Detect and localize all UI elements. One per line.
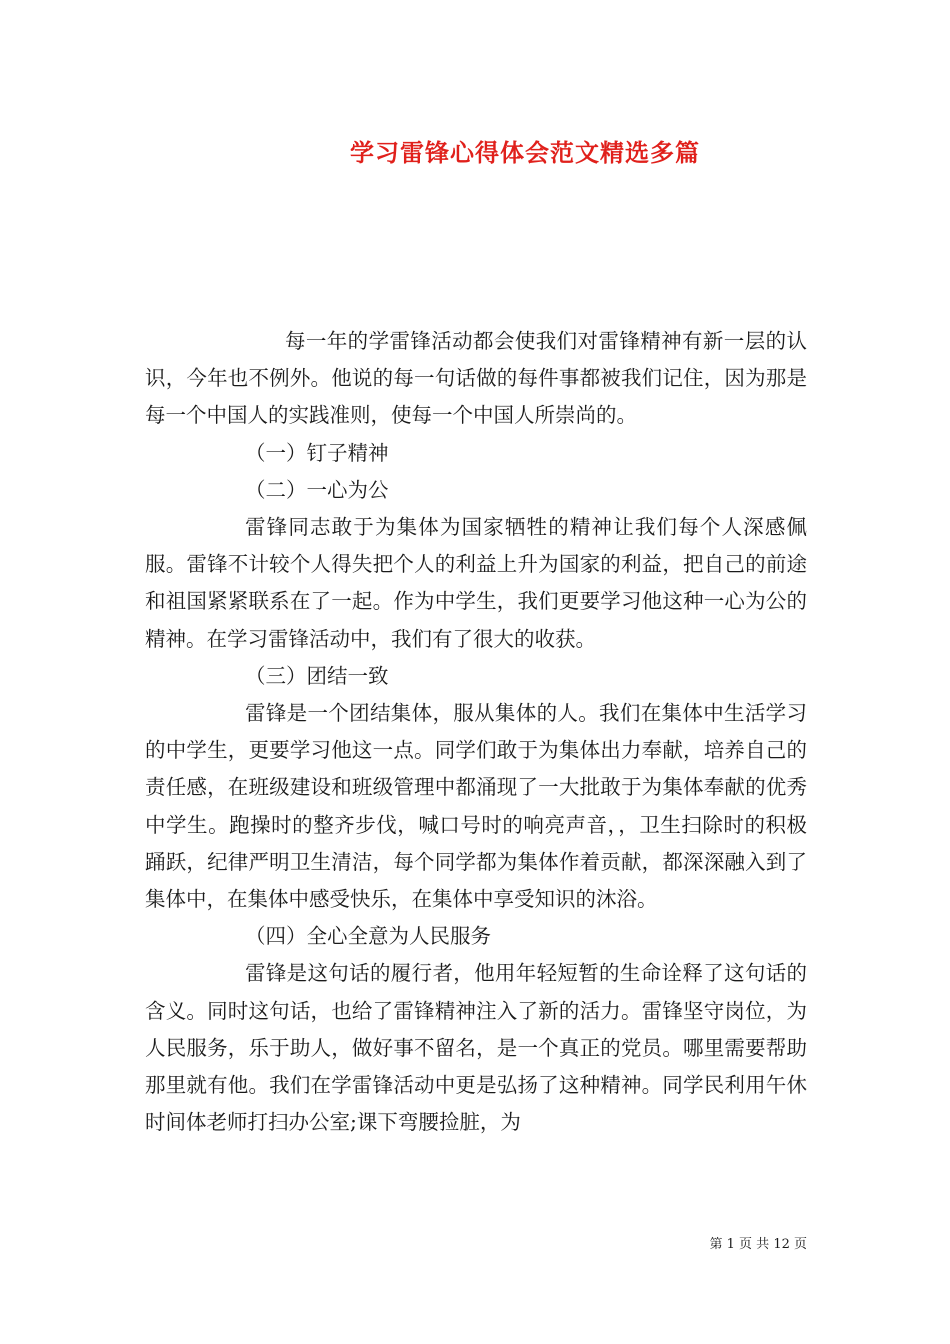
page-number: 第 1 页 共 12 页 — [709, 1237, 807, 1252]
section-paragraph-2: 雷锋同志敢于为集体为国家牺牲的精神让我们每个人深感佩服。雷锋不计较个人得失把个人的利益上升为国家的利益，把自己的前途和祖国紧紧联系在了一起。作为中学生，我们更要学习他这种一心为公的精神。在学习雷锋活动中，我们有了很大的收获。 — [145, 515, 807, 651]
section-heading-1: （一）钉子精神 — [245, 440, 389, 465]
section-heading-2: （二）一心为公 — [245, 477, 389, 502]
document-body — [145, 323, 807, 1141]
section-heading-4: （四）全心全意为人民服务 — [245, 924, 491, 949]
section-heading-3: （三）团结一致 — [245, 663, 389, 688]
document-title: 学习雷锋心得体会范文精选多篇 — [350, 138, 700, 167]
section-paragraph-4: 雷锋是这句话的履行者，他用年轻短暂的生命诠释了这句话的含义。同时这句话，也给了雷锋精神注入了新的活力。雷锋坚守岗位，为人民服务，乐于助人，做好事不留名，是一个真正的党员。哪里需要帮助那里就有他。我们在学雷锋活动中更是弘扬了这种精神。同学民利用午休时间体老师打扫办公室;课下弯腰捡脏，为 — [145, 961, 807, 1135]
section-paragraph-3: 雷锋是一个团结集体，服从集体的人。我们在集体中生活学习的中学生，更要学习他这一点。同学们敢于为集体出力奉献，培养自己的责任感，在班级建设和班级管理中都涌现了一大批敢于为集体奉献的优秀中学生。跑操时的整齐步伐，喊口号时的响亮声音，，卫生扫除时的积极踊跃，纪律严明卫生清洁，每个同学都为集体作着贡献，都深深融入到了集体中，在集体中感受快乐，在集体中享受知识的沐浴。 — [145, 701, 807, 912]
intro-paragraph: 每一年的学雷锋活动都会使我们对雷锋精神有新一层的认识，今年也不例外。他说的每一句话做的每件事都被我们记住，因为那是每一个中国人的实践准则，使每一个中国人所崇尚的。 — [145, 329, 807, 428]
